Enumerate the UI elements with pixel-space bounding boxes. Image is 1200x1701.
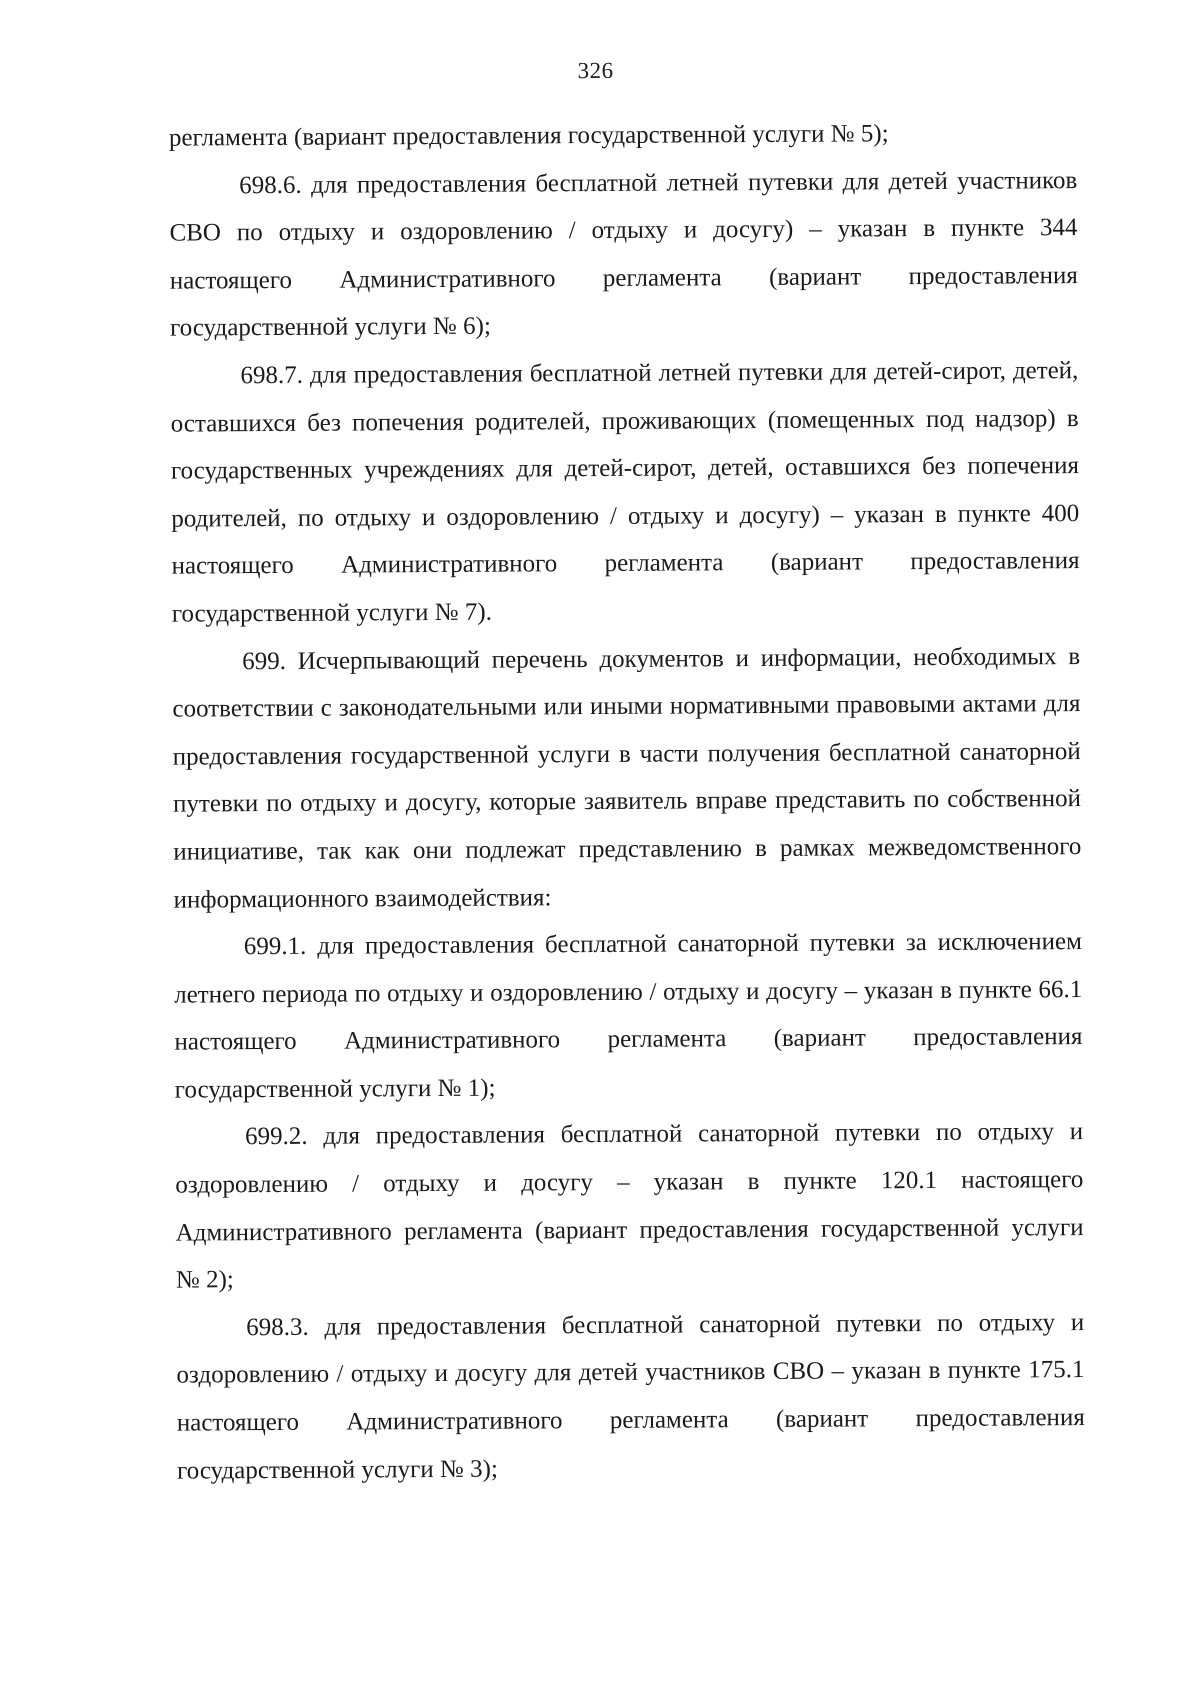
document-body — [169, 109, 1085, 1495]
paragraph-699-2: 699.2. для предоставления бесплатной санаторной путевки по отдыху и оздоровлению / отдыху и досугу – указан в пункте 120.1 настоящего Административного регламента (вариант предоставления государственной услуги № 2); — [175, 1118, 1084, 1294]
paragraph-699: 699. Исчерпывающий перечень документов и информации, необходимых в соответствии с законодательными или иными нормативными правовыми актами для предоставления государственной услуги в части получения бесплатной санаторной путевки по отдыху и досугу, которые заявитель вправе представить по собственной инициативе, так как они подлежат представлению в рамках межведомственного информационного взаимодействия: — [172, 642, 1082, 914]
paragraph-699-1: 699.1. для предоставления бесплатной санаторной путевки за исключением летнего периода по отдыху и оздоровлению / отдыху и досугу – указан в пункте 66.1 настоящего Административного регламента (вариант предоставления государственной услуги № 1); — [174, 928, 1083, 1104]
paragraph-698-6: 698.6. для предоставления бесплатной летней путевки для детей участников СВО по отдыху и оздоровлению / отдыху и досугу) – указан в пункте 344 настоящего Административного регламента (вариант предоставления государственной услуги № 6); — [169, 166, 1078, 342]
page-number: 326 — [577, 57, 614, 84]
paragraph-continuation: регламента (вариант предоставления государственной услуги № 5); — [168, 120, 889, 152]
paragraph-698-7: 698.7. для предоставления бесплатной летней путевки для детей-сирот, детей, оставшихся без попечения родителей, проживающих (помещенных под надзор) в государственных учреждениях для детей-сирот, детей, оставшихся без попечения родителей, по отдыху и оздоровлению / отдыху и досугу) – указан в пункте 400 настоящего Административного регламента (вариант предоставления государственной услуги № 7). — [170, 357, 1080, 628]
paragraph-698-3: 698.3. для предоставления бесплатной санаторной путевки по отдыху и оздоровлению / отдыху и досугу для детей участников СВО – указан в пункте 175.1 настоящего Административного регламента (вариант предоставления государственной услуги № 3); — [176, 1308, 1085, 1485]
